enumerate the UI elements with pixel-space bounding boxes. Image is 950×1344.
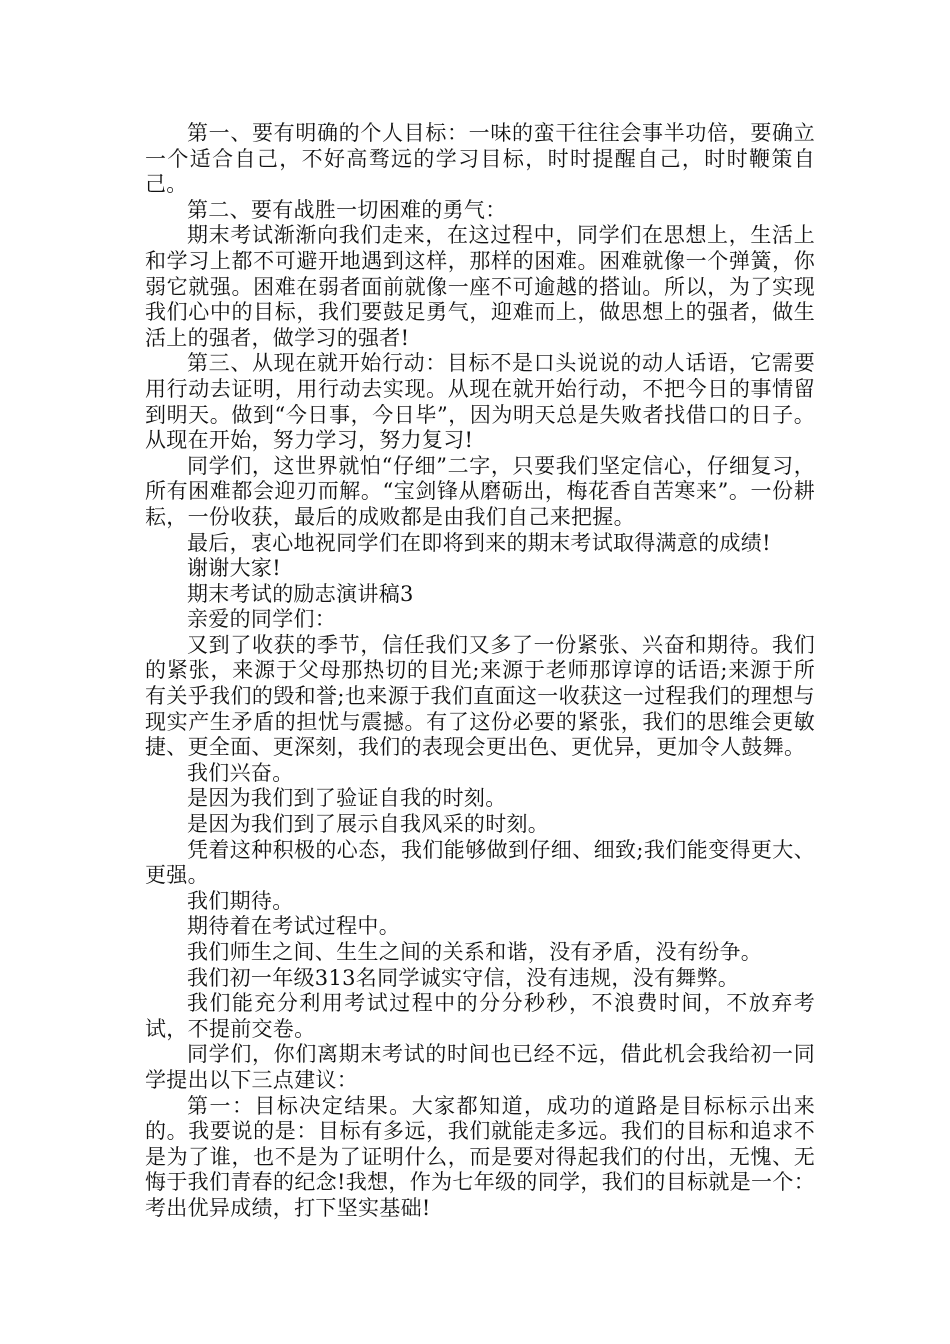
paragraph-thanks: 谢谢大家! — [187, 556, 281, 581]
paragraph-expect: 我们期待。 — [187, 888, 294, 913]
paragraph-wishes: 最后，衷心地祝同学们在即将到来的期末考试取得满意的成绩! — [187, 530, 771, 555]
paragraph-careful: 同学们，这世界就怕“仔细”二字，只要我们坚定信心，仔细复习，所有困难都会迎刃而解。“宝剑锋从磨砺出，梅花香自苦寒来”。一份耕耘，一份收获，最后的成败都是由我们自己来把握。 — [145, 453, 815, 529]
paragraph-greeting: 亲爱的同学们： — [187, 607, 337, 632]
paragraph-excited: 我们兴奋。 — [187, 760, 294, 785]
paragraph-harmony: 我们师生之间、生生之间的关系和谐，没有矛盾，没有纷争。 — [187, 940, 763, 964]
paragraph-honesty: 我们初一年级313名同学诚实守信，没有违规，没有舞弊。 — [187, 965, 740, 990]
paragraph-attitude: 凭着这种积极的心态，我们能够做到仔细、细致;我们能变得更大、更强。 — [145, 837, 815, 888]
paragraph-suggestions: 同学们，你们离期末考试的时间也已经不远，借此机会我给初一同学提出以下三点建议： — [145, 1042, 815, 1092]
paragraph-showcase: 是因为我们到了展示自我风采的时刻。 — [187, 812, 550, 837]
paragraph-goal: 第一、要有明确的个人目标：一味的蛮干往往会事半功倍，要确立一个适合自己，不好高骛远的学习目标，时时提醒自己，时时鞭策自己。 — [145, 121, 815, 197]
document-body — [145, 121, 815, 1222]
paragraph-verify: 是因为我们到了验证自我的时刻。 — [187, 786, 507, 811]
paragraph-courage-heading: 第二、要有战胜一切困难的勇气： — [187, 197, 507, 222]
paragraph-difficulty: 期末考试渐渐向我们走来，在这过程中，同学们在思想上，生活上和学习上都不可避开地遇到这样，那样的困难。困难就像一个弹簧，你弱它就强。困难在弱者面前就像一座不可逾越的搭讪。所以，为了实现我们心中的目标，我们要鼓足勇气，迎难而上，做思想上的强者，做生活上的强者，做学习的强者! — [145, 223, 815, 350]
paragraph-action: 第三、从现在就开始行动：目标不是口头说说的动人话语，它需要用行动去证明，用行动去实现。从现在就开始行动，不把今日的事情留到明天。做到“今日事，今日毕”，因为明天总是失败者找借口的日子。从现在开始，努力学习，努力复习! — [145, 351, 815, 453]
paragraph-harvest: 又到了收获的季节，信任我们又多了一份紧张、兴奋和期待。我们的紧张，来源于父母那热切的目光;来源于老师那谆谆的话语;来源于所有关乎我们的毁和誉;也来源于我们直面这一收获这一过程我们的理想与现实产生矛盾的担忧与震撼。有了这份必要的紧张，我们的思维会更敏捷、更全面、更深刻，我们的表现会更出色、更优异，更加令人鼓舞。 — [145, 632, 815, 760]
section-title: 期末考试的励志演讲稿3 — [187, 581, 414, 606]
paragraph-goal-result: 第一：目标决定结果。大家都知道，成功的道路是目标标示出来的。我要说的是：目标有多远，我们就能走多远。我们的目标和追求不是为了谁，也不是为了证明什么，而是要对得起我们的付出，无愧、无悔于我们青春的纪念!我想，作为七年级的同学，我们的目标就是一个：考出优异成绩，打下坚实基础! — [145, 1093, 815, 1220]
paragraph-time: 我们能充分利用考试过程中的分分秒秒，不浪费时间，不放弃考试，不提前交卷。 — [145, 991, 815, 1041]
paragraph-during-exam: 期待着在考试过程中。 — [187, 914, 400, 939]
